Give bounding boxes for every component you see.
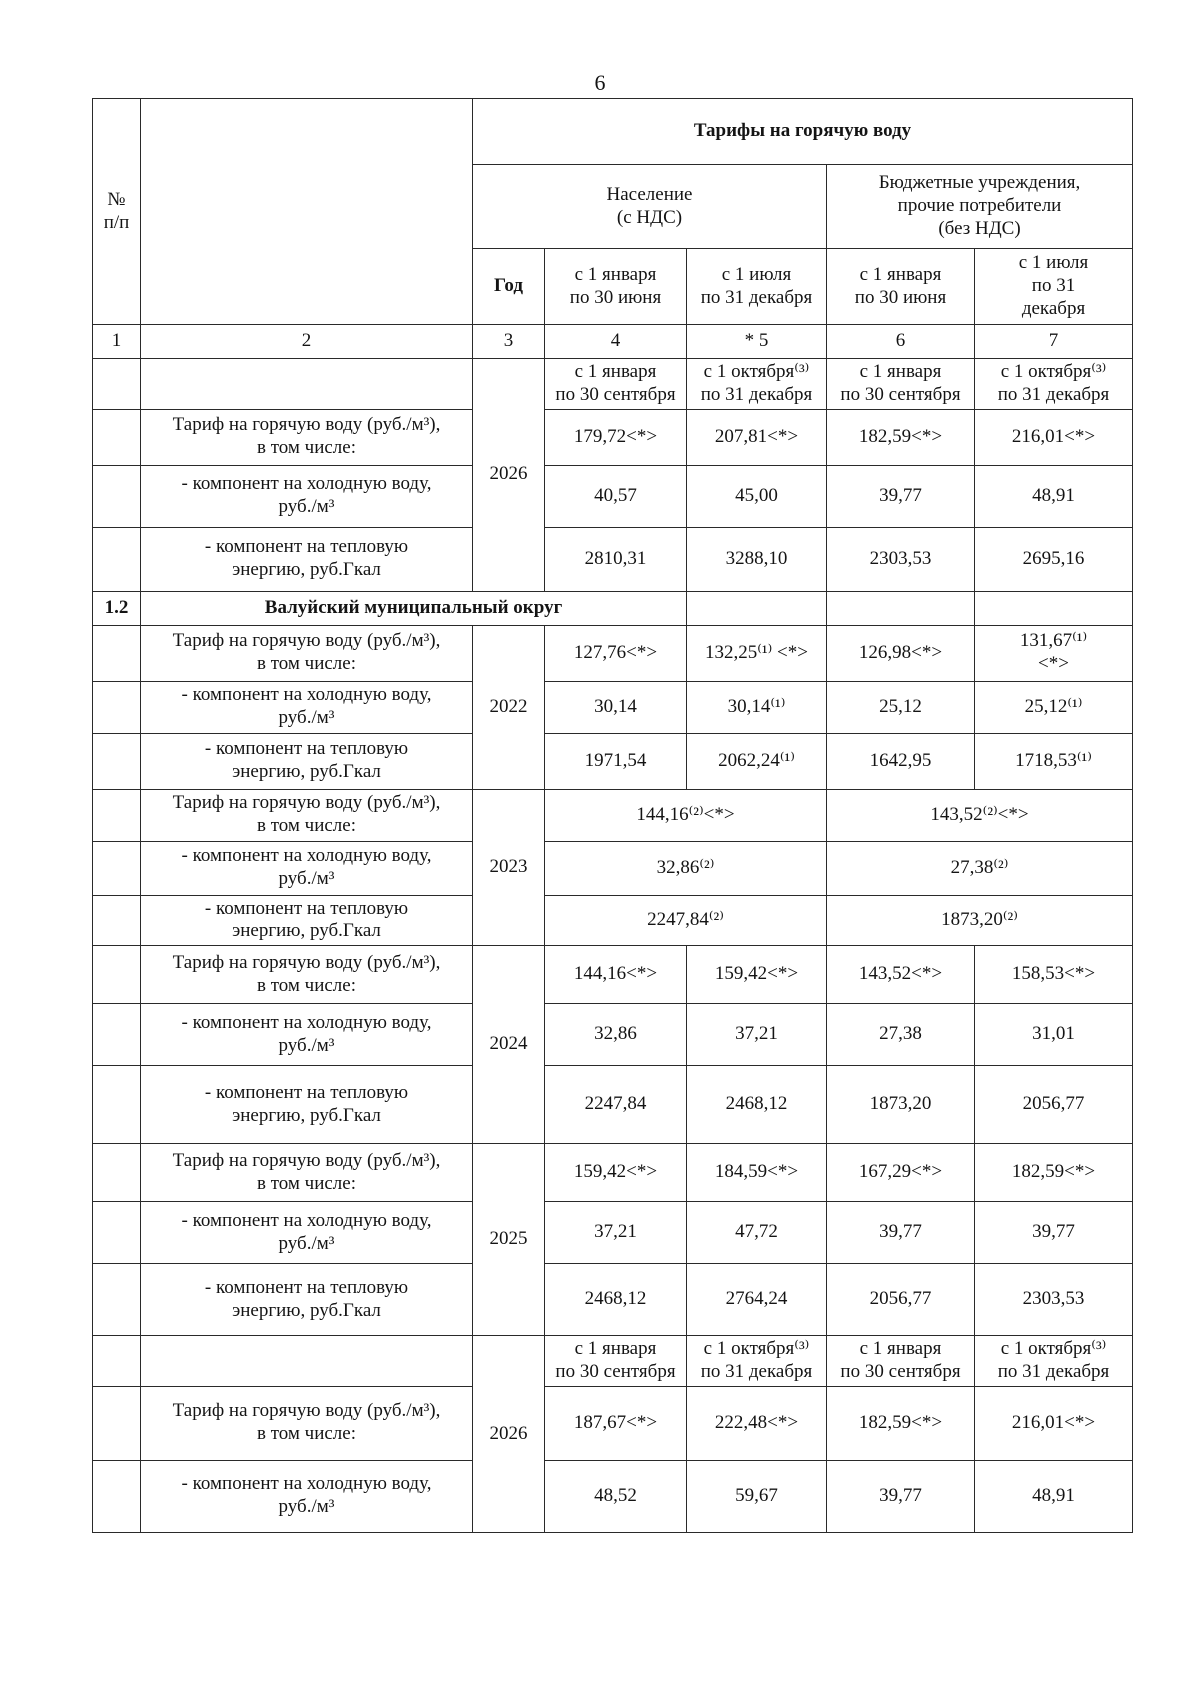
value-cell: 2303,53 <box>975 1264 1133 1336</box>
cell-empty <box>93 895 141 946</box>
value-cell: 25,12⁽¹⁾ <box>975 681 1133 733</box>
section-number: 1.2 <box>93 591 141 625</box>
header-budget: Бюджетные учреждения, прочие потребители (без НДС) <box>827 165 1133 249</box>
cell-empty <box>93 527 141 591</box>
value-cell: 132,25⁽¹⁾ <*> <box>687 625 827 681</box>
page-number: 6 <box>594 70 606 95</box>
value-cell: 159,42<*> <box>687 946 827 1004</box>
value-cell: 30,14 <box>545 681 687 733</box>
value-cell: 182,59<*> <box>975 1144 1133 1202</box>
value-cell: 1718,53⁽¹⁾ <box>975 733 1133 789</box>
cell-empty <box>93 946 141 1004</box>
value-cell: 1873,20 <box>827 1066 975 1144</box>
value-cell: 207,81<*> <box>687 409 827 465</box>
cell-empty <box>93 789 141 841</box>
value-cell: 45,00 <box>687 465 827 527</box>
header-period-1: с 1 января по 30 июня <box>545 249 687 325</box>
value-cell: 2247,84 <box>545 1066 687 1144</box>
year-cell: 2026 <box>473 1336 545 1533</box>
col-num: 2 <box>141 325 473 359</box>
cell-empty <box>93 1336 141 1387</box>
cell-empty <box>141 1336 473 1387</box>
year-cell: 2023 <box>473 789 545 946</box>
value-cell: 47,72 <box>687 1202 827 1264</box>
col-num: * 5 <box>687 325 827 359</box>
cell-empty <box>93 1202 141 1264</box>
cell-empty <box>93 625 141 681</box>
row-label-heat: - компонент на тепловую энергию, руб.Гкал <box>141 527 473 591</box>
cell-empty <box>975 591 1133 625</box>
cell-empty <box>93 409 141 465</box>
value-cell: 25,12 <box>827 681 975 733</box>
value-cell: 222,48<*> <box>687 1386 827 1460</box>
value-cell: 37,21 <box>687 1004 827 1066</box>
header-period-4: с 1 июля по 31 декабря <box>975 249 1133 325</box>
sub-period: с 1 января по 30 сентября <box>545 359 687 410</box>
value-cell: 158,53<*> <box>975 946 1133 1004</box>
value-cell: 1642,95 <box>827 733 975 789</box>
row-label-tariff: Тариф на горячую воду (руб./м³), в том числе: <box>141 1144 473 1202</box>
value-cell: 2303,53 <box>827 527 975 591</box>
cell-empty <box>93 681 141 733</box>
cell-empty <box>93 841 141 895</box>
value-cell: 39,77 <box>827 465 975 527</box>
value-cell: 179,72<*> <box>545 409 687 465</box>
year-cell: 2022 <box>473 625 545 789</box>
cell-empty <box>93 1460 141 1532</box>
value-cell: 2056,77 <box>827 1264 975 1336</box>
col-num: 7 <box>975 325 1133 359</box>
section-title: Валуйский муниципальный округ <box>141 591 687 625</box>
value-cell: 182,59<*> <box>827 1386 975 1460</box>
value-cell: 216,01<*> <box>975 409 1133 465</box>
header-year: Год <box>473 249 545 325</box>
row-label-heat: - компонент на тепловую энергию, руб.Гкал <box>141 895 473 946</box>
value-cell: 144,16<*> <box>545 946 687 1004</box>
value-cell: 2468,12 <box>545 1264 687 1336</box>
value-cell: 39,77 <box>975 1202 1133 1264</box>
row-label-cold: - компонент на холодную воду, руб./м³ <box>141 1202 473 1264</box>
year-cell: 2024 <box>473 946 545 1144</box>
value-cell: 167,29<*> <box>827 1144 975 1202</box>
value-cell: 2056,77 <box>975 1066 1133 1144</box>
value-cell: 2468,12 <box>687 1066 827 1144</box>
cell-empty <box>93 465 141 527</box>
row-label-cold: - компонент на холодную воду, руб./м³ <box>141 465 473 527</box>
value-cell: 1971,54 <box>545 733 687 789</box>
value-cell-merged: 32,86⁽²⁾ <box>545 841 827 895</box>
value-cell: 2062,24⁽¹⁾ <box>687 733 827 789</box>
header-period-2: с 1 июля по 31 декабря <box>687 249 827 325</box>
col-num: 1 <box>93 325 141 359</box>
value-cell: 2764,24 <box>687 1264 827 1336</box>
row-label-cold: - компонент на холодную воду, руб./м³ <box>141 681 473 733</box>
sub-period: с 1 января по 30 сентября <box>545 1336 687 1387</box>
value-cell: 30,14⁽¹⁾ <box>687 681 827 733</box>
sub-period: с 1 января по 30 сентября <box>827 359 975 410</box>
value-cell: 48,91 <box>975 1460 1133 1532</box>
cell-empty <box>141 359 473 410</box>
value-cell: 32,86 <box>545 1004 687 1066</box>
sub-period: с 1 октября⁽³⁾ по 31 декабря <box>975 359 1133 410</box>
value-cell: 39,77 <box>827 1460 975 1532</box>
value-cell-merged: 144,16⁽²⁾<*> <box>545 789 827 841</box>
row-label-cold: - компонент на холодную воду, руб./м³ <box>141 841 473 895</box>
row-label-tariff: Тариф на горячую воду (руб./м³), в том числе: <box>141 409 473 465</box>
cell-empty <box>93 1066 141 1144</box>
value-cell: 143,52<*> <box>827 946 975 1004</box>
row-label-heat: - компонент на тепловую энергию, руб.Гкал <box>141 1264 473 1336</box>
col-num: 3 <box>473 325 545 359</box>
value-cell: 187,67<*> <box>545 1386 687 1460</box>
header-period-3: с 1 января по 30 июня <box>827 249 975 325</box>
col-num: 6 <box>827 325 975 359</box>
value-cell-merged: 1873,20⁽²⁾ <box>827 895 1133 946</box>
sub-period: с 1 октября⁽³⁾ по 31 декабря <box>975 1336 1133 1387</box>
row-label-cold: - компонент на холодную воду, руб./м³ <box>141 1460 473 1532</box>
cell-empty <box>93 1386 141 1460</box>
hot-water-tariff-table <box>92 98 1133 1533</box>
value-cell: 127,76<*> <box>545 625 687 681</box>
value-cell: 40,57 <box>545 465 687 527</box>
value-cell: 37,21 <box>545 1202 687 1264</box>
cell-empty <box>93 1004 141 1066</box>
cell-empty <box>93 359 141 410</box>
row-label-heat: - компонент на тепловую энергию, руб.Гкал <box>141 1066 473 1144</box>
value-cell-merged: 2247,84⁽²⁾ <box>545 895 827 946</box>
year-cell: 2026 <box>473 359 545 592</box>
row-label-tariff: Тариф на горячую воду (руб./м³), в том числе: <box>141 789 473 841</box>
value-cell: 216,01<*> <box>975 1386 1133 1460</box>
value-cell: 48,52 <box>545 1460 687 1532</box>
cell-empty <box>827 591 975 625</box>
cell-empty <box>687 591 827 625</box>
value-cell: 3288,10 <box>687 527 827 591</box>
value-cell: 184,59<*> <box>687 1144 827 1202</box>
value-cell: 159,42<*> <box>545 1144 687 1202</box>
cell-empty <box>93 733 141 789</box>
cell-empty <box>93 1144 141 1202</box>
col-num: 4 <box>545 325 687 359</box>
header-main-title: Тарифы на горячую воду <box>473 99 1133 165</box>
value-cell: 131,67⁽¹⁾ <*> <box>975 625 1133 681</box>
sub-period: с 1 октября⁽³⁾ по 31 декабря <box>687 1336 827 1387</box>
value-cell: 182,59<*> <box>827 409 975 465</box>
sub-period: с 1 октября⁽³⁾ по 31 декабря <box>687 359 827 410</box>
value-cell: 39,77 <box>827 1202 975 1264</box>
value-cell: 31,01 <box>975 1004 1133 1066</box>
header-blank <box>141 99 473 325</box>
header-population: Население (с НДС) <box>473 165 827 249</box>
row-label-heat: - компонент на тепловую энергию, руб.Гкал <box>141 733 473 789</box>
value-cell-merged: 27,38⁽²⁾ <box>827 841 1133 895</box>
row-label-tariff: Тариф на горячую воду (руб./м³), в том числе: <box>141 1386 473 1460</box>
value-cell: 48,91 <box>975 465 1133 527</box>
value-cell-merged: 143,52⁽²⁾<*> <box>827 789 1133 841</box>
row-label-tariff: Тариф на горячую воду (руб./м³), в том числе: <box>141 946 473 1004</box>
row-label-cold: - компонент на холодную воду, руб./м³ <box>141 1004 473 1066</box>
year-cell: 2025 <box>473 1144 545 1336</box>
cell-empty <box>93 1264 141 1336</box>
sub-period: с 1 января по 30 сентября <box>827 1336 975 1387</box>
value-cell: 2810,31 <box>545 527 687 591</box>
value-cell: 126,98<*> <box>827 625 975 681</box>
row-label-tariff: Тариф на горячую воду (руб./м³), в том числе: <box>141 625 473 681</box>
value-cell: 27,38 <box>827 1004 975 1066</box>
value-cell: 2695,16 <box>975 527 1133 591</box>
header-no: № п/п <box>93 99 141 325</box>
value-cell: 59,67 <box>687 1460 827 1532</box>
